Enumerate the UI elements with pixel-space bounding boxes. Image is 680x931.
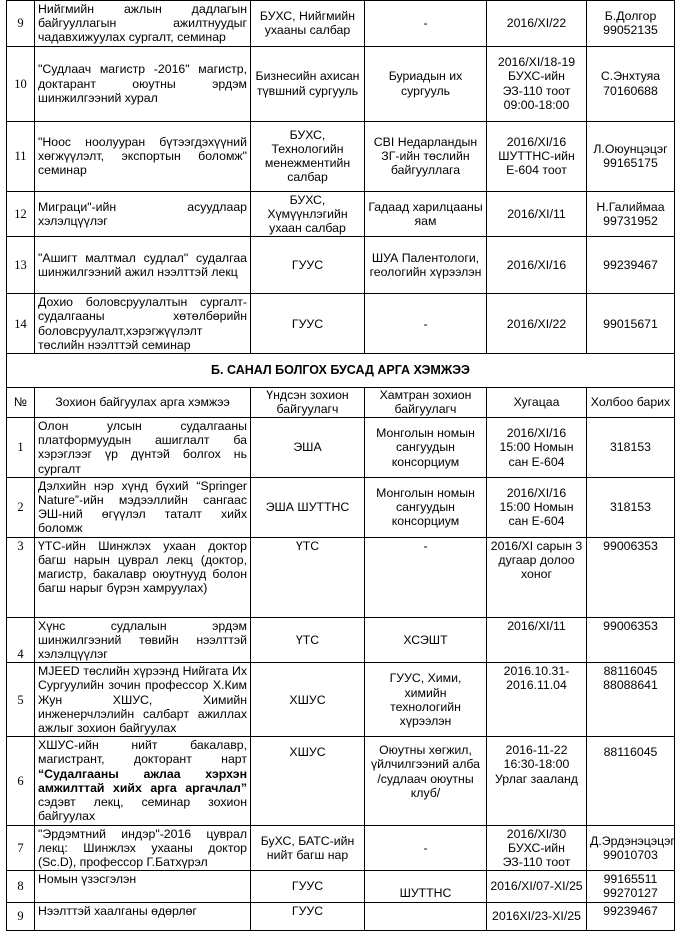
row-number: 3 bbox=[7, 537, 35, 617]
partner-cell: ШУА Палентологи, геологийн хүрээлэн bbox=[365, 237, 487, 294]
row-number: 7 bbox=[7, 825, 35, 871]
table-row bbox=[7, 737, 675, 825]
header-contact: Холбоо барих bbox=[587, 388, 675, 418]
header-event: Зохион байгуулах арга хэмжээ bbox=[35, 388, 251, 418]
row-number: 13 bbox=[7, 237, 35, 294]
row-number: 4 bbox=[7, 617, 35, 663]
date-cell: 2016XI/23-XI/25 bbox=[487, 902, 587, 930]
date-cell: 2016/XI/16 15:00 Номын сан Е-604 bbox=[487, 477, 587, 537]
events-table bbox=[6, 0, 675, 931]
table-row bbox=[7, 121, 675, 191]
contact-cell: 99006353 bbox=[587, 537, 675, 617]
row-number: 5 bbox=[7, 663, 35, 737]
event-cell: "Ашигт малтмал судлал" судалгаа шинжилгээний ажил нээлттэй лекц bbox=[35, 237, 251, 294]
partner-cell: Монголын номын сангуудын консорциум bbox=[365, 418, 487, 478]
event-cell: ҮТС-ийн Шинжлэх ухаан доктор багш нарын цуврал лекц (доктор, магистр, бакалавр оюутнууд болон багш нарыг бүрэн хамруулах) bbox=[35, 537, 251, 617]
event-cell: "Ноос ноолууран бүтээгдэхүүний хөгжүүлэлт, экспортын боломж" семинар bbox=[35, 121, 251, 191]
partner-cell: Монголын номын сангуудын консорциум bbox=[365, 477, 487, 537]
event-cell: "Судлаач магистр -2016" магистр, доктарант оюутны эрдэм шинжилгээний хурал bbox=[35, 46, 251, 121]
table-row bbox=[7, 1, 675, 47]
organizer-cell: ХШУС bbox=[251, 737, 365, 825]
event-cell: "Эрдэмтний индэр"-2016 цуврал лекц: Шинжлэх ухааны доктор (Sc.D), профессор Г.Батхүрэл bbox=[35, 825, 251, 871]
table-row bbox=[7, 537, 675, 617]
organizer-cell: Бизнесийн ахисан түвшний сургууль bbox=[251, 46, 365, 121]
table-row bbox=[7, 477, 675, 537]
date-cell: 2016/XI сарын 3 дугаар долоо хоног bbox=[487, 537, 587, 617]
contact-cell: 318153 bbox=[587, 477, 675, 537]
row-number: 14 bbox=[7, 294, 35, 354]
partner-cell: ХСЭШТ bbox=[365, 617, 487, 663]
partner-cell: - bbox=[365, 537, 487, 617]
contact-cell: 88116045 bbox=[587, 737, 675, 825]
event-cell: Нээлттэй хаалганы өдөрлөг bbox=[35, 902, 251, 930]
event-cell: Дохио боловсруулалтын сургалт-судалгааны хөтөлбөрийн боловсруулалт,хэрэгжүүлэлт төслийн нээлттэй семинар bbox=[35, 294, 251, 354]
contact-cell: 99239467 bbox=[587, 237, 675, 294]
partner-cell: Буриадын их сургууль bbox=[365, 46, 487, 121]
contact-cell: 99239467 bbox=[587, 902, 675, 930]
organizer-cell: БУХС, Технологийн менежментийн салбар bbox=[251, 121, 365, 191]
date-cell: 2016-11-22 16:30-18:00 Урлаг зааланд bbox=[487, 737, 587, 825]
table-header-row bbox=[7, 388, 675, 418]
date-cell: 2016/XI/22 bbox=[487, 1, 587, 47]
event-text: сэдэвт лекц, семинар зохион байгуулах bbox=[38, 795, 247, 824]
row-number: 9 bbox=[7, 902, 35, 930]
partner-cell: - bbox=[365, 1, 487, 47]
event-topic-bold: “Судалгааны ажлаа хэрхэн амжилттай хийх арга аргачлал” bbox=[38, 766, 247, 795]
row-number: 2 bbox=[7, 477, 35, 537]
header-date: Хугацаа bbox=[487, 388, 587, 418]
organizer-cell: БУХС, Хүмүүнлэгийн ухаан салбар bbox=[251, 191, 365, 237]
row-number: 12 bbox=[7, 191, 35, 237]
contact-cell: 88116045 88088641 bbox=[587, 663, 675, 737]
table-row bbox=[7, 902, 675, 930]
table-row bbox=[7, 418, 675, 478]
partner-cell: ШУТТНС bbox=[365, 871, 487, 902]
date-cell: 2016/XI/22 bbox=[487, 294, 587, 354]
organizer-cell: ГУУС bbox=[251, 902, 365, 930]
date-cell: 2016/XI/11 bbox=[487, 617, 587, 663]
contact-cell: С.Энхтуяа 70160688 bbox=[587, 46, 675, 121]
partner-cell: CBI Недарландын ЗГ-ийн төслийн байгууллага bbox=[365, 121, 487, 191]
contact-cell: 99015671 bbox=[587, 294, 675, 354]
table-row bbox=[7, 871, 675, 902]
date-cell: 2016.10.31-2016.11.04 bbox=[487, 663, 587, 737]
partner-cell: ГУУС, Хими, химийн технологийн хүрээлэн bbox=[365, 663, 487, 737]
organizer-cell: ҮТС bbox=[251, 537, 365, 617]
row-number: 1 bbox=[7, 418, 35, 478]
organizer-cell: ХШУС bbox=[251, 663, 365, 737]
organizer-cell: БУХС, Нийгмийн ухааны салбар bbox=[251, 1, 365, 47]
section-title: Б. САНАЛ БОЛГОХ БУСАД АРГА ХЭМЖЭЭ bbox=[7, 354, 675, 388]
section-row bbox=[7, 354, 675, 388]
partner-cell bbox=[365, 902, 487, 930]
organizer-cell: ҮТС bbox=[251, 617, 365, 663]
contact-cell: Н.Галиймаа 99731952 bbox=[587, 191, 675, 237]
organizer-cell: ЭША bbox=[251, 418, 365, 478]
organizer-cell: ГУУС bbox=[251, 294, 365, 354]
date-cell: 2016/XI/16 bbox=[487, 237, 587, 294]
row-number: 8 bbox=[7, 871, 35, 902]
event-cell: Нийгмийн ажлын дадлагын байгууллагын ажилтнуудыг чадавхижуулах сургалт, семинар bbox=[35, 1, 251, 47]
event-text: ХШУС-ийн нийт бакалавр, магистрант, докторант нарт bbox=[38, 738, 247, 767]
table-row bbox=[7, 663, 675, 737]
contact-cell: 99165511 99270127 bbox=[587, 871, 675, 902]
event-cell: Олон улсын судалгааны платформуудын ашиглалт ба хэрэглээг үр дүнтэй болгох нь сургалт bbox=[35, 418, 251, 478]
organizer-cell: ГУУС bbox=[251, 871, 365, 902]
contact-cell: Б.Долгор 99052135 bbox=[587, 1, 675, 47]
date-cell: 2016/XI/07-XI/25 bbox=[487, 871, 587, 902]
event-cell bbox=[35, 737, 251, 825]
table-row bbox=[7, 191, 675, 237]
partner-cell: - bbox=[365, 294, 487, 354]
partner-cell: Оюутны хөгжил, үйлчилгээний алба /судлаач оюутны клуб/ bbox=[365, 737, 487, 825]
event-cell: Номын үзэсгэлэн bbox=[35, 871, 251, 902]
date-cell: 2016/XI/18-19 БУХС-ийн ЭЗ-110 тоот 09:00-18:00 bbox=[487, 46, 587, 121]
header-organizer: Үндсэн зохион байгуулагч bbox=[251, 388, 365, 418]
table-row bbox=[7, 617, 675, 663]
contact-cell: 99006353 bbox=[587, 617, 675, 663]
table-row bbox=[7, 237, 675, 294]
header-partner: Хамтран зохион байгуулагч bbox=[365, 388, 487, 418]
organizer-cell: БуХС, БАТС-ийн нийт багш нар bbox=[251, 825, 365, 871]
date-cell: 2016/XI/11 bbox=[487, 191, 587, 237]
date-cell: 2016/XI/16 ШУТТНС-ийн Е-604 тоот bbox=[487, 121, 587, 191]
partner-cell: - bbox=[365, 825, 487, 871]
table-row bbox=[7, 294, 675, 354]
event-cell: MJEED төслийн хүрээнд Нийгата Их Сургуулийн зочин профессор Х.Ким Жун ХШУС, Химийн инженерчлэлийн салбарт ажиллах ажлыг зохион байгуулах bbox=[35, 663, 251, 737]
event-cell: Дэлхийн нэр хүнд бүхий “Springer Nature”-ийн мэдээллийн сангаас ЭШ-ний өгүүлэл таталт хийх боломж bbox=[35, 477, 251, 537]
organizer-cell: ЭША ШУТТНС bbox=[251, 477, 365, 537]
event-cell: Миграци"-ийн асуудлаар хэлэлцүүлэг bbox=[35, 191, 251, 237]
date-cell: 2016/XI/30 БУХС-ийн ЭЗ-110 тоот bbox=[487, 825, 587, 871]
partner-cell: Гадаад харилцааны яам bbox=[365, 191, 487, 237]
table-row bbox=[7, 46, 675, 121]
row-number: 9 bbox=[7, 1, 35, 47]
row-number: 6 bbox=[7, 737, 35, 825]
header-number: № bbox=[7, 388, 35, 418]
contact-cell: Д.Эрдэнэцэцэг 99010703 bbox=[587, 825, 675, 871]
row-number: 11 bbox=[7, 121, 35, 191]
contact-cell: 318153 bbox=[587, 418, 675, 478]
date-cell: 2016/XI/16 15:00 Номын сан Е-604 bbox=[487, 418, 587, 478]
event-cell: Хүнс судлалын эрдэм шинжилгээний төвийн нээлттэй хэлэлцүүлэг bbox=[35, 617, 251, 663]
organizer-cell: ГУУС bbox=[251, 237, 365, 294]
table-row bbox=[7, 825, 675, 871]
document-page bbox=[6, 0, 674, 931]
row-number: 10 bbox=[7, 46, 35, 121]
contact-cell: Л.Оюунцэцэг 99165175 bbox=[587, 121, 675, 191]
